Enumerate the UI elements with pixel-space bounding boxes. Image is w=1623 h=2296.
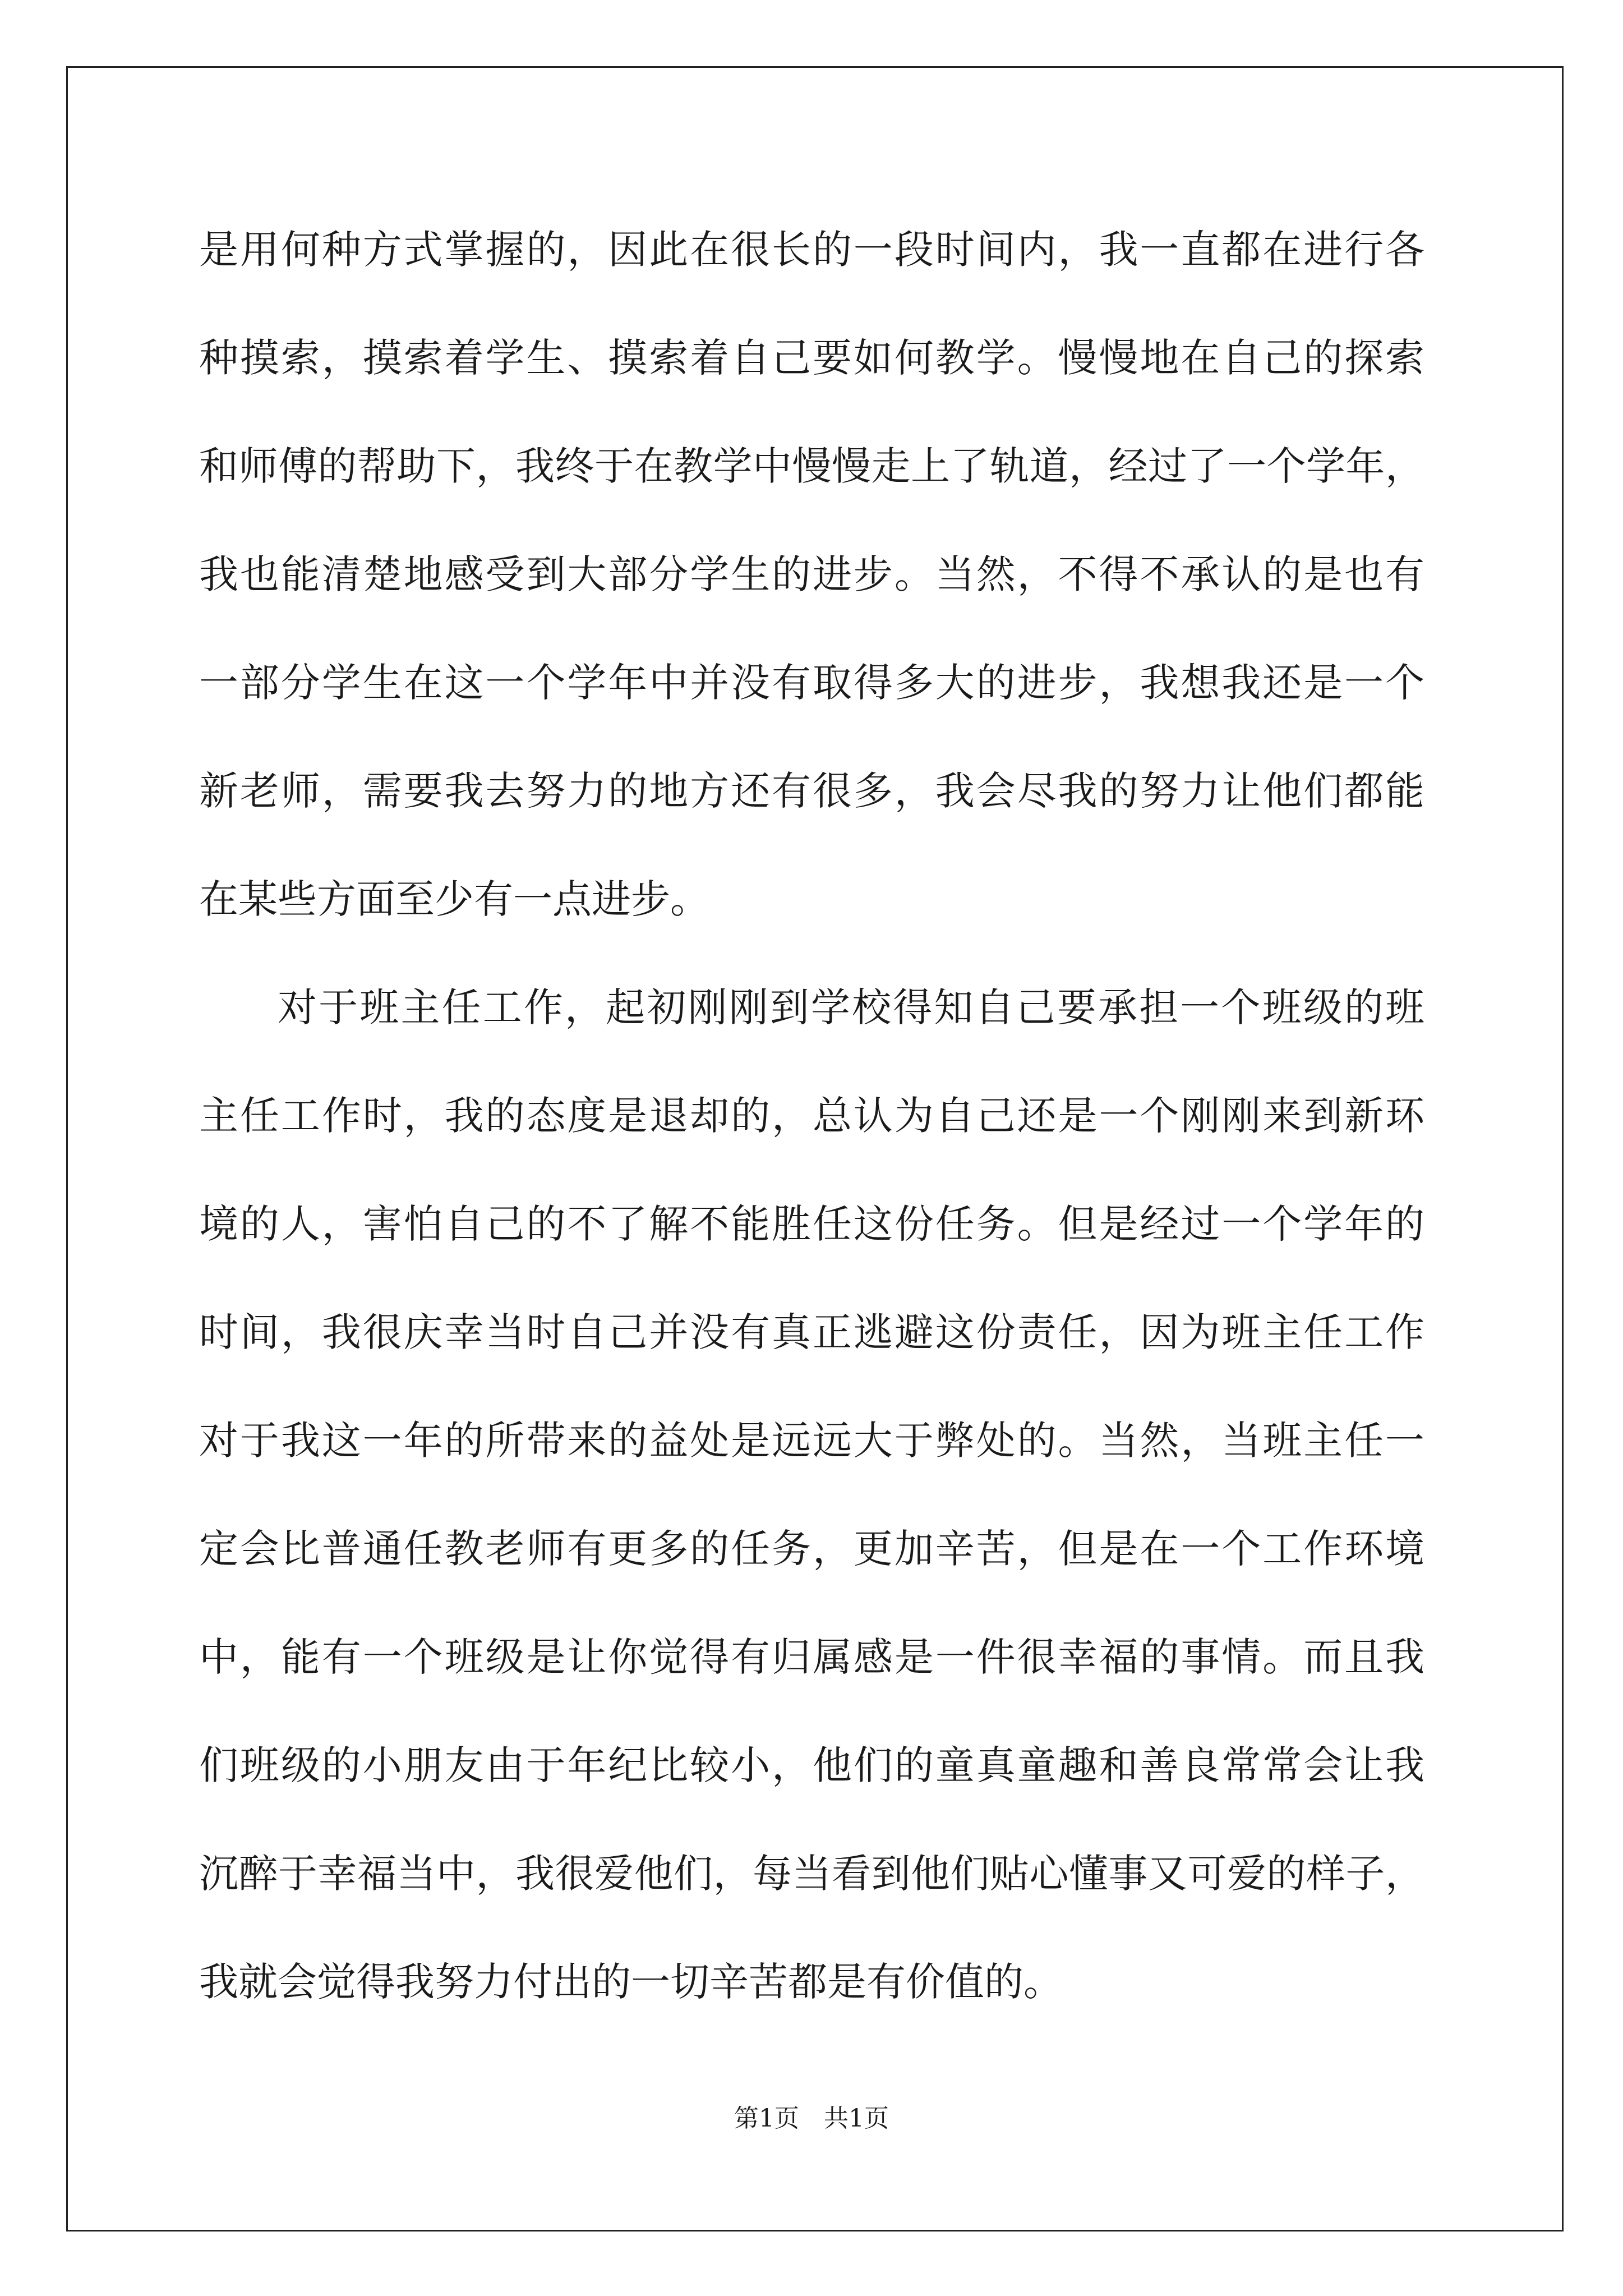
paragraph-1-line-5: 一部分学生在这一个学年中并没有取得多大的进步，我想我还是一个	[199, 660, 1424, 706]
paragraph-2-line-6: 定会比普通任教老师有更多的任务，更加辛苦，但是在一个工作环境	[199, 1526, 1424, 1572]
page-border	[66, 66, 1564, 2231]
page-number-footer: 第1页 共1页	[734, 2104, 889, 2133]
paragraph-2-line-5: 对于我这一年的所带来的益处是远远大于弊处的。当然，当班主任一	[199, 1418, 1424, 1464]
paragraph-1-line-7: 在某些方面至少有一点进步。	[199, 876, 709, 922]
paragraph-2-line-4: 时间，我很庆幸当时自己并没有真正逃避这份责任，因为班主任工作	[199, 1309, 1424, 1355]
paragraph-1-line-3: 和师傅的帮助下，我终于在教学中慢慢走上了轨道，经过了一个学年，	[199, 443, 1424, 489]
paragraph-2-line-3: 境的人，害怕自己的不了解不能胜任这份任务。但是经过一个学年的	[199, 1201, 1424, 1247]
paragraph-2-line-1: 对于班主任工作，起初刚刚到学校得知自己要承担一个班级的班	[278, 984, 1424, 1030]
paragraph-1-line-6: 新老师，需要我去努力的地方还有很多，我会尽我的努力让他们都能	[199, 768, 1424, 814]
paragraph-1-line-4: 我也能清楚地感受到大部分学生的进步。当然，不得不承认的是也有	[199, 551, 1424, 597]
paragraph-2-line-7: 中，能有一个班级是让你觉得有归属感是一件很幸福的事情。而且我	[199, 1634, 1424, 1680]
paragraph-1-line-2: 种摸索，摸索着学生、摸索着自己要如何教学。慢慢地在自己的探索	[199, 335, 1424, 381]
paragraph-1-line-1: 是用何种方式掌握的，因此在很长的一段时间内，我一直都在进行各	[199, 227, 1424, 273]
paragraph-2-line-9: 沉醉于幸福当中，我很爱他们，每当看到他们贴心懂事又可爱的样子，	[199, 1851, 1424, 1897]
paragraph-2-line-10: 我就会觉得我努力付出的一切辛苦都是有价值的。	[199, 1959, 1063, 2005]
paragraph-2-line-2: 主任工作时，我的态度是退却的，总认为自己还是一个刚刚来到新环	[199, 1093, 1424, 1139]
paragraph-2-line-8: 们班级的小朋友由于年纪比较小，他们的童真童趣和善良常常会让我	[199, 1742, 1424, 1788]
